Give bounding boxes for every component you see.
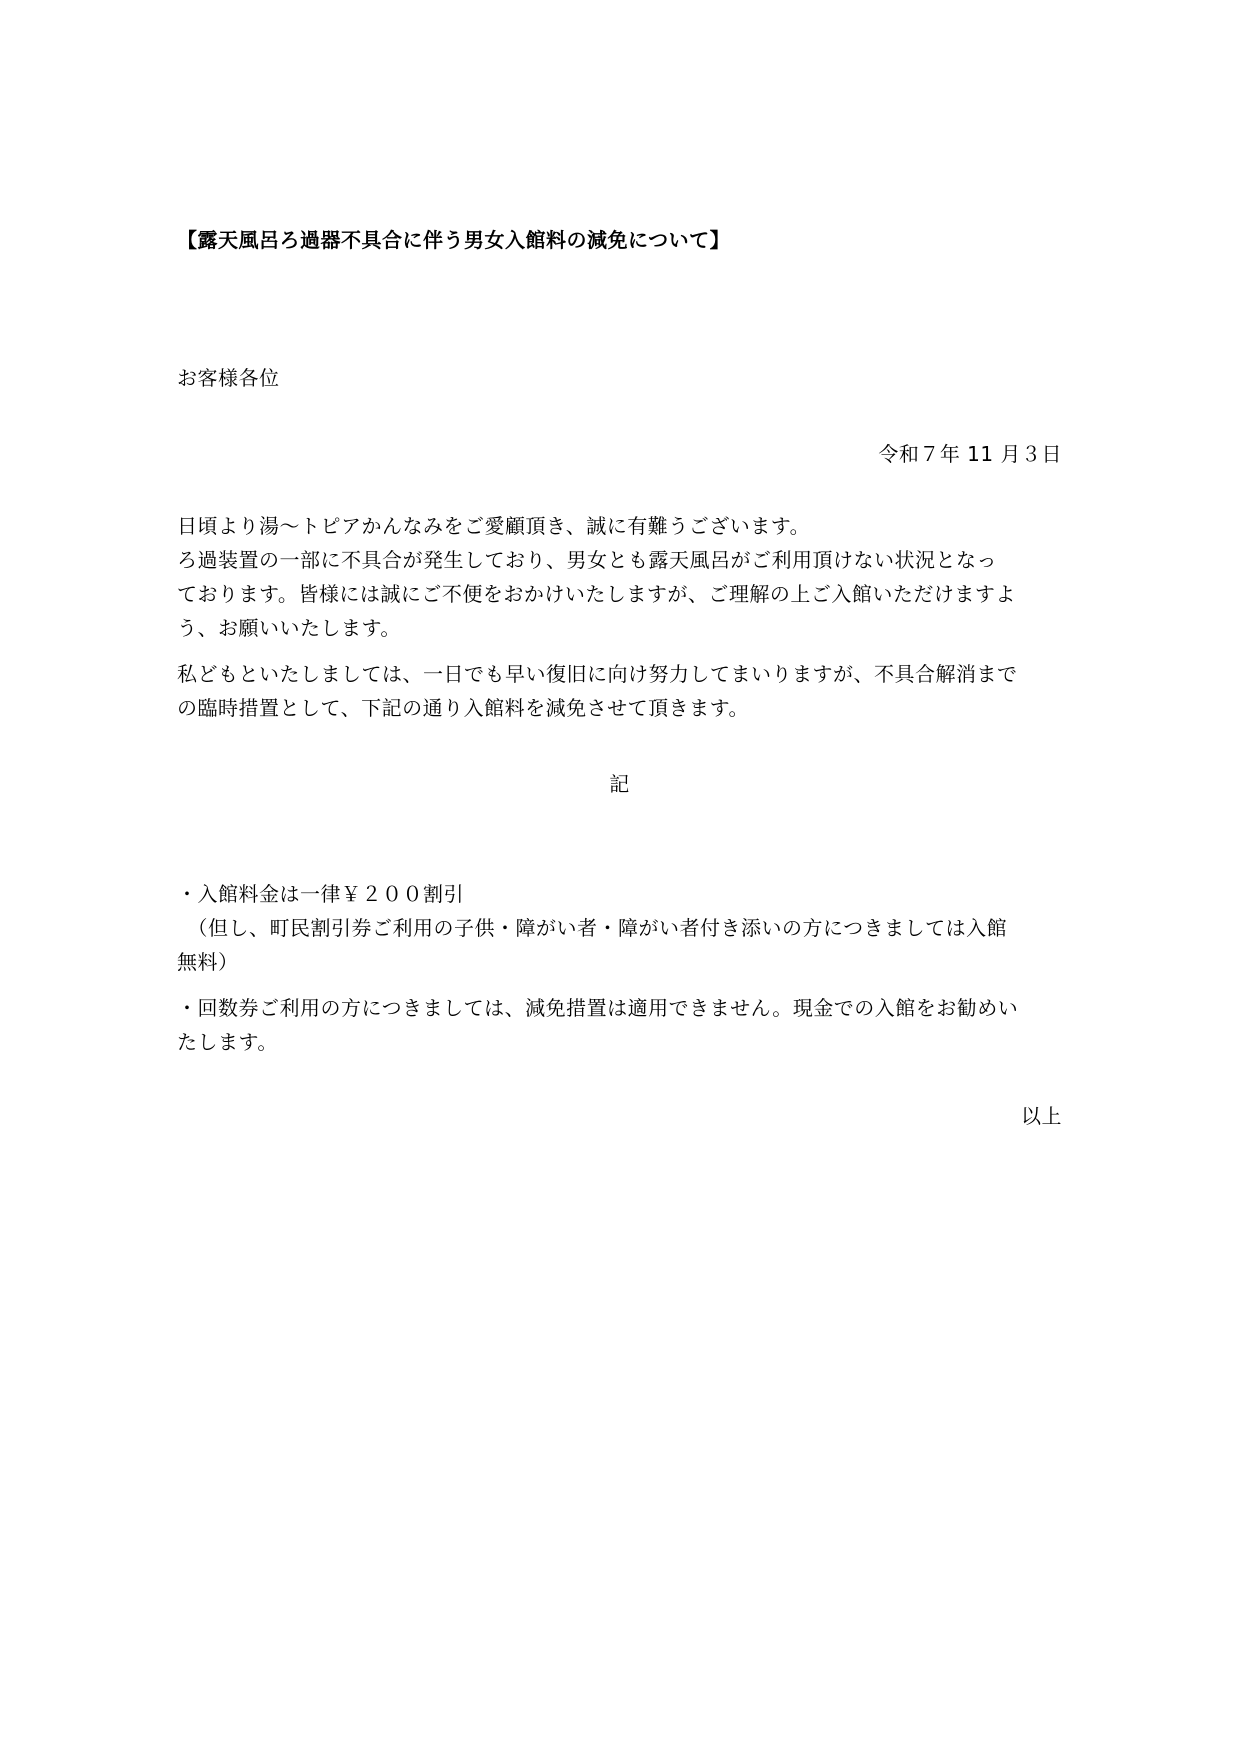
ki-heading: 記 — [609, 772, 630, 796]
document-date: 令和７年 11 月３日 — [878, 442, 1062, 466]
item-line: 無料） — [177, 950, 239, 974]
document-title: 【露天風呂ろ過器不具合に伴う男女入館料の減免について】 — [177, 228, 731, 252]
body-line: 日頃より湯～トピアかんなみをご愛顧頂き、誠に有難うございます。 — [177, 514, 811, 538]
closing-text: 以上 — [1021, 1104, 1062, 1128]
item-line: ・入館料金は一律￥２００割引 — [177, 882, 464, 906]
body-line: ろ過装置の一部に不具合が発生しており、男女とも露天風呂がご利用頂けない状況となっ — [177, 548, 997, 572]
addressee: お客様各位 — [177, 366, 280, 390]
body-line: う、お願いいたします。 — [177, 616, 401, 640]
body-line: ております。皆様には誠にご不便をおかけいたしますが、ご理解の上ご入館いただけますよ — [177, 582, 1016, 606]
body-line: の臨時措置として、下記の通り入館料を減免させて頂きます。 — [177, 696, 749, 720]
body-line: 私どもといたしましては、一日でも早い復旧に向け努力してまいりますが、不具合解消まで — [177, 662, 1018, 686]
item-line: （但し、町民割引券ご利用の子供・障がい者・障がい者付き添いの方につきましては入館 — [177, 916, 1008, 940]
item-line: たします。 — [177, 1030, 278, 1054]
item-line: ・回数券ご利用の方につきましては、減免措置は適用できません。現金での入館をお勧めい — [177, 996, 1019, 1020]
